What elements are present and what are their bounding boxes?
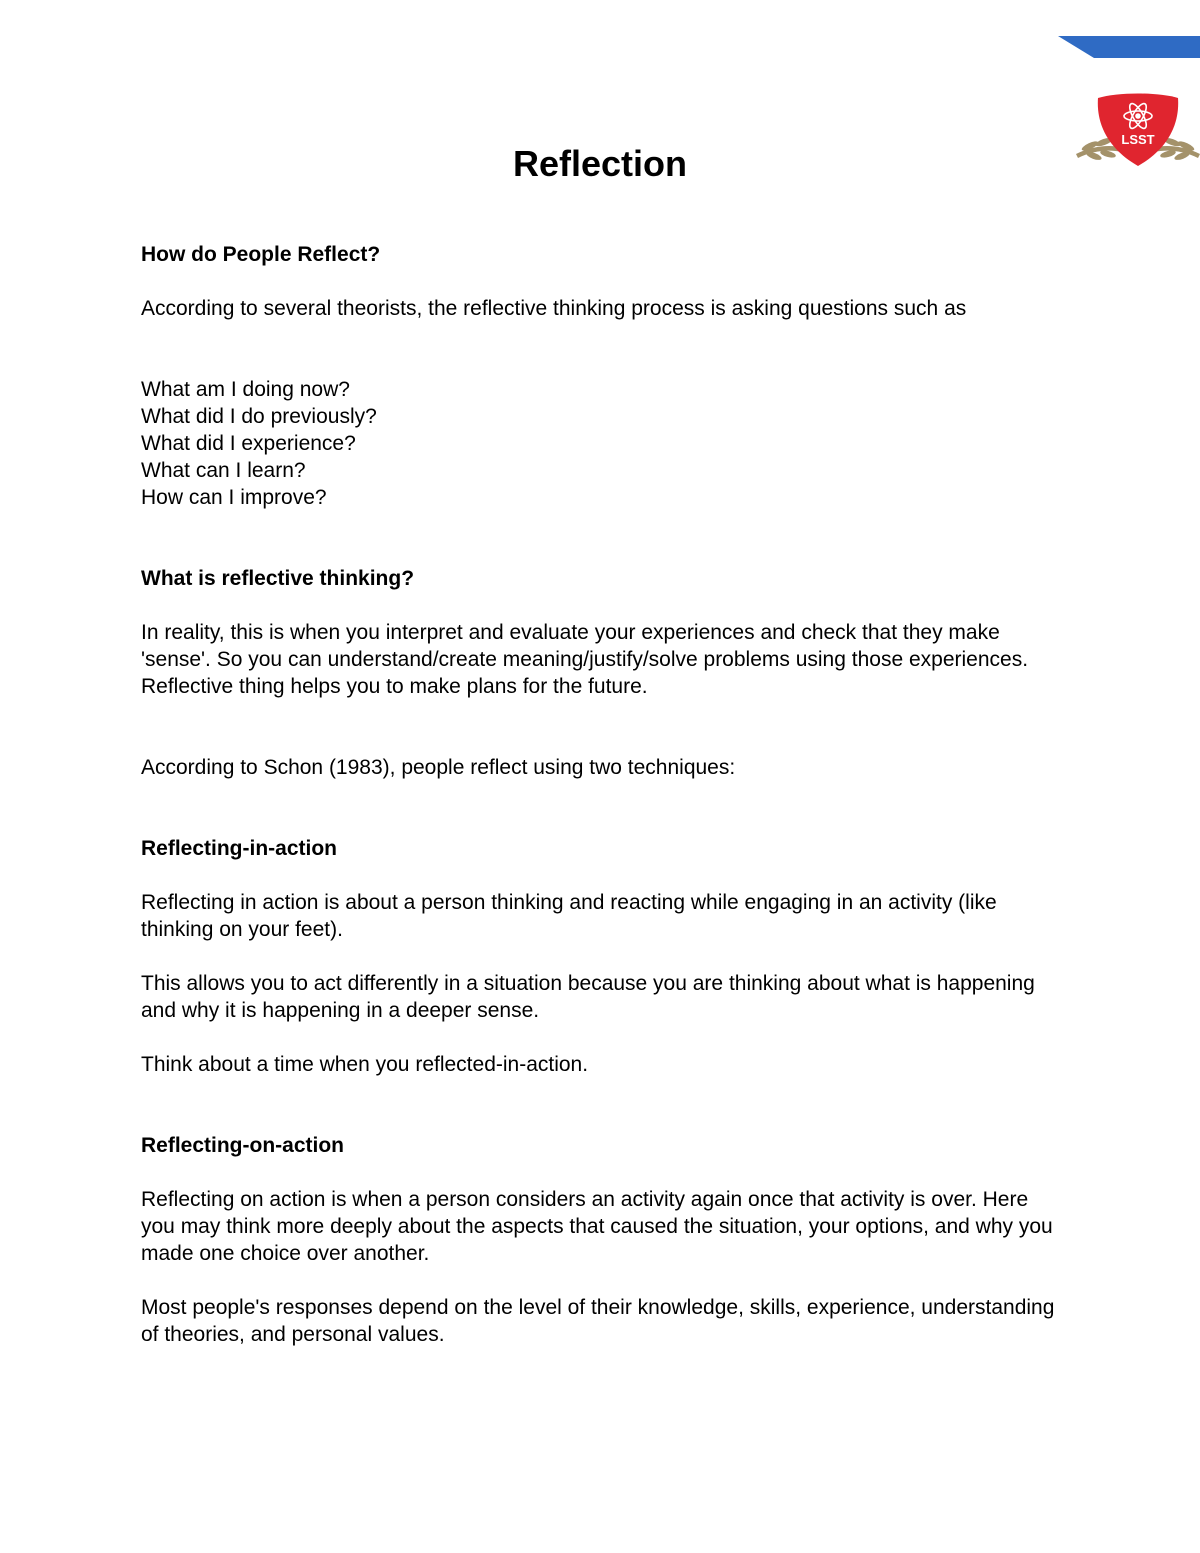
document-body [141, 241, 1061, 1348]
reflective-thinking-paragraph: In reality, this is when you interpret and evaluate your experiences and check that they make 'sense'. So you can understand/create meaning/justify/solve problems using those experiences. Reflective thing helps you to make plans for the future. [141, 621, 1029, 698]
header-accent-bar [1058, 36, 1200, 58]
list-item: What can I learn? [141, 459, 306, 482]
document-title: Reflection [512, 143, 688, 184]
on-action-paragraph-2: Most people's responses depend on the level of their knowledge, skills, experience, understanding of theories, and personal values. [141, 1296, 1055, 1346]
logo-text: LSST [1121, 132, 1155, 147]
in-action-paragraph-2: This allows you to act differently in a situation because you are thinking about what is happening and why it is happening in a deeper sense. [141, 972, 1035, 1022]
schon-paragraph: According to Schon (1983), people reflect using two techniques: [141, 756, 736, 779]
list-item: What did I experience? [141, 432, 356, 455]
reflection-questions-list [141, 376, 1061, 511]
in-action-paragraph-1: Reflecting in action is about a person thinking and reacting while engaging in an activity (like thinking on your feet). [141, 891, 997, 941]
list-item: What am I doing now? [141, 378, 350, 401]
section-heading-reflective-thinking: What is reflective thinking? [141, 567, 415, 590]
list-item: What did I do previously? [141, 405, 377, 428]
section-heading-how-people-reflect: How do People Reflect? [141, 243, 381, 266]
intro-paragraph: According to several theorists, the reflective thinking process is asking questions such as [141, 297, 967, 320]
section-heading-reflecting-on-action: Reflecting-on-action [141, 1134, 344, 1157]
list-item: How can I improve? [141, 486, 327, 509]
on-action-paragraph-1: Reflecting on action is when a person considers an activity again once that activity is over. Here you may think more deeply about the aspects that caused the situation, your options, and why you made one choice over another. [141, 1188, 1053, 1265]
section-heading-reflecting-in-action: Reflecting-in-action [141, 837, 338, 860]
in-action-paragraph-3: Think about a time when you reflected-in-action. [141, 1053, 589, 1076]
